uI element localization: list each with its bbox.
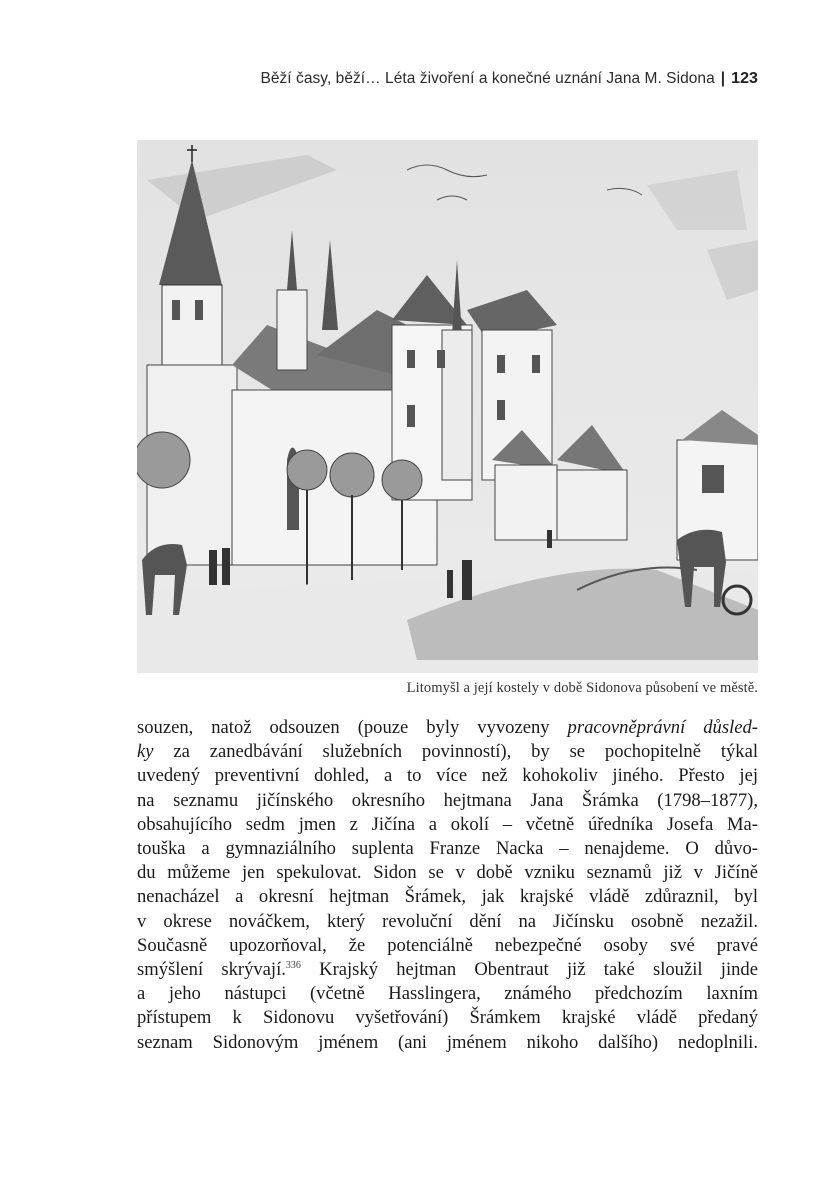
drawing-church-square	[137, 140, 758, 673]
text-line: na seznamu jičínského okresního hejtmana Jana Šrámka (1798–1877),	[137, 789, 758, 811]
text-line: touška a gymnaziálního suplenta Franze Nacka – nenajdeme. O důvo-	[137, 838, 758, 860]
text-line: souzen, natož odsouzen (pouze byly vyvozeny pracovněprávní důsled-	[137, 717, 758, 738]
text-line: du můžeme jen spekulovat. Sidon se v době vzniku seznamů již v Jičíně	[137, 862, 758, 884]
text-line: seznam Sidonovým jménem (ani jménem nikoho dalšího) nedoplnili.	[137, 1031, 758, 1053]
running-head	[137, 70, 758, 88]
illustration-litomysl-churches	[137, 140, 758, 673]
text-line: a jeho nástupci (včetně Hasslingera, známého předchozím laxním	[137, 983, 758, 1005]
text-line: smýšlení skrývají.$^{336}$ Krajský hejtman Obentraut již také sloužil jinde	[137, 959, 758, 981]
text-line: obsahujícího sedm jmen z Jičína a okolí – včetně úředníka Josefa Ma-	[137, 813, 758, 835]
footnote-reference[interactable]: 336	[285, 960, 301, 972]
text-line: uvedený preventivní dohled, a to více než kohokoliv jiného. Přesto jej	[137, 765, 758, 787]
body-paragraph	[137, 716, 758, 1055]
page-number: 123	[731, 70, 758, 87]
text-line: Současně upozorňoval, že potenciálně nebezpečné osoby své pravé	[137, 934, 758, 956]
text-line: ky za zanedbávání služebních povinností), by se pochopitelně týkal	[137, 741, 758, 763]
italic-term: pracovněprávní důsled-	[567, 717, 758, 738]
figure-caption: Litomyšl a její kostely v době Sidonova působení ve městě.	[406, 680, 758, 696]
running-head-separator: |	[720, 70, 726, 87]
text-line: v okrese nováčkem, který revoluční dění na Jičínsku osobně nezažil.	[137, 910, 758, 932]
text-line: nenacházel a okresní hejtman Šrámek, jak krajské vládě zdůraznil, byl	[137, 886, 758, 908]
text-line: přístupem k Sidonovu vyšetřování) Šrámkem krajské vládě předaný	[137, 1007, 758, 1029]
italic-term: ky	[137, 741, 154, 763]
running-head-title: Běží časy, běží… Léta živoření a konečné uznání Jana M. Sidona	[260, 70, 715, 87]
